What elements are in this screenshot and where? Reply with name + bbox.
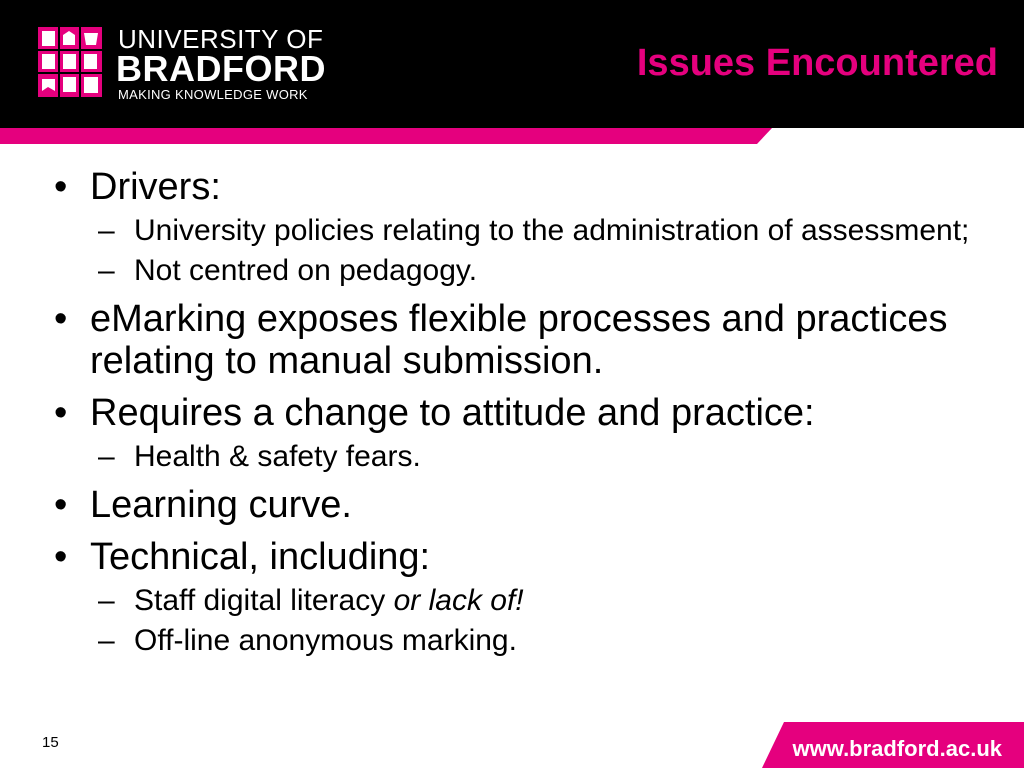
bullet-item: [48, 166, 978, 208]
university-name-line1: UNIVERSITY OF: [118, 24, 324, 54]
sub-bullet-item: [98, 214, 978, 248]
sub-bullet-item: [98, 584, 978, 618]
sub-bullet-item: [98, 254, 978, 288]
bullet-text: Learning curve.: [90, 484, 352, 526]
sub-bullet-item: [98, 624, 978, 658]
bullet-item: [48, 392, 978, 434]
sub-bullet-text: University policies relating to the administration of assessment;: [134, 214, 970, 247]
bullet-text: Drivers:: [90, 166, 221, 208]
slide-title: Issues Encountered: [636, 42, 998, 84]
footer-url: www.bradford.ac.uk: [792, 736, 1002, 761]
bullet-icon: •: [54, 298, 68, 340]
dash-icon: –: [98, 440, 115, 473]
sub-bullet-text: Health & safety fears.: [134, 440, 421, 473]
university-name-line2: BRADFORD: [116, 48, 326, 89]
sub-bullet-text: Staff digital literacy: [134, 584, 394, 617]
bullet-text: Technical, including:: [90, 536, 431, 578]
dash-icon: –: [98, 584, 115, 617]
sub-bullet-text: Off-line anonymous marking.: [134, 624, 517, 657]
sub-bullet-item: [98, 440, 978, 474]
dash-icon: –: [98, 254, 115, 287]
bullet-icon: •: [54, 166, 68, 208]
page-number: 15: [42, 734, 59, 751]
dash-icon: –: [98, 214, 115, 247]
university-tagline: MAKING KNOWLEDGE WORK: [118, 87, 308, 102]
bullet-text: eMarking exposes flexible processes and practices relating to manual submission.: [90, 298, 948, 382]
pink-strip: [0, 128, 1024, 144]
dash-icon: –: [98, 624, 115, 657]
sub-bullet-text: Not centred on pedagogy.: [134, 254, 478, 287]
slide-content: [48, 156, 978, 658]
bullet-icon: •: [54, 536, 68, 578]
bullet-item: [48, 298, 978, 382]
sub-bullet-emphasis: or lack of!: [393, 584, 524, 617]
bullet-item: [48, 484, 978, 526]
university-crest-icon: [38, 27, 102, 97]
bullet-item: [48, 536, 978, 578]
bullet-text: Requires a change to attitude and practice:: [90, 392, 815, 434]
bullet-icon: •: [54, 392, 68, 434]
bullet-icon: •: [54, 484, 68, 526]
